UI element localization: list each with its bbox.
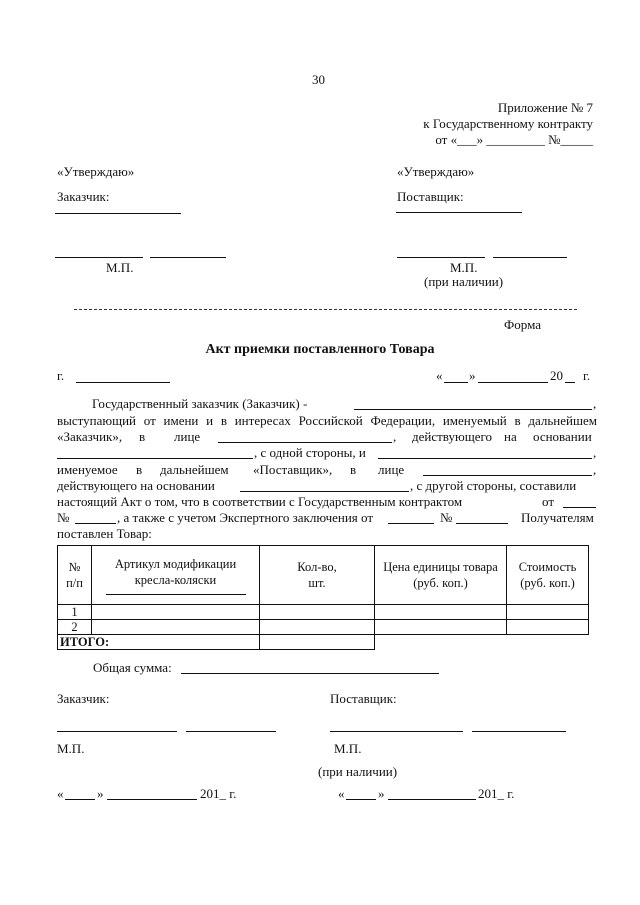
appendix-number: Приложение № 7 xyxy=(497,100,593,115)
header-number-text: № п/п xyxy=(66,560,83,590)
date-close-quote: » xyxy=(469,368,476,383)
document-title: Акт приемки поставленного Товара xyxy=(205,342,435,357)
row-price-cell xyxy=(375,620,507,635)
header-article xyxy=(92,546,260,605)
body-line3-d: , xyxy=(393,429,397,444)
customer-representative-line xyxy=(218,442,392,443)
sign-left-month-line xyxy=(107,799,197,800)
cut-line xyxy=(74,309,577,310)
body-line3-a: «Заказчик», xyxy=(57,429,123,444)
sign-left-date-open: « xyxy=(57,786,64,801)
sign-left-signature-line xyxy=(57,731,177,732)
sign-right-year: 201_ г. xyxy=(478,786,515,801)
sign-left-seal: М.П. xyxy=(57,741,85,756)
date-day-line xyxy=(444,382,468,383)
sign-left-year: 201_ г. xyxy=(200,786,237,801)
city-line xyxy=(76,382,170,383)
row-cost-cell xyxy=(507,620,589,635)
row-cost-cell xyxy=(507,605,589,620)
approve-right-seal-note: (при наличии) xyxy=(424,274,504,289)
approve-right-name-line xyxy=(493,257,567,258)
sign-left-day-line xyxy=(65,799,95,800)
supplier-name-line xyxy=(378,458,592,459)
header-article-text: Артикул модификации кресла-коляски xyxy=(114,556,237,587)
total-sum-label: Общая сумма: xyxy=(93,660,172,675)
row-quantity-cell xyxy=(260,605,375,620)
row-number: 2 xyxy=(58,620,92,635)
header-unit-price xyxy=(375,546,507,605)
body-line3-f: на xyxy=(504,429,517,444)
sign-right-seal-note: (при наличии) xyxy=(318,764,398,779)
body-line5-c: дальнейшем xyxy=(160,462,229,477)
table-row xyxy=(58,620,589,635)
body-line8-c: № xyxy=(440,510,453,525)
row-price-cell xyxy=(375,605,507,620)
expert-number-line xyxy=(456,523,508,524)
header-number xyxy=(58,546,92,605)
body-line5-g: , xyxy=(593,462,597,477)
body-line5-a: именуемое xyxy=(57,462,118,477)
page-number: 30 xyxy=(312,72,325,87)
approve-right-label: «Утверждаю» xyxy=(397,164,475,179)
supplier-representative-line xyxy=(423,475,592,476)
body-line5-e: в xyxy=(350,462,357,477)
body-line6-b: , с другой стороны, составили xyxy=(410,478,577,493)
total-empty-cell xyxy=(507,635,589,650)
approve-right-org-line xyxy=(396,212,522,213)
body-line3-e: действующего xyxy=(412,429,492,444)
header-cost-text: Стоимость (руб. коп.) xyxy=(518,560,577,590)
approve-left-org-line xyxy=(55,213,181,214)
table-row xyxy=(58,605,589,620)
total-empty-cell xyxy=(375,635,507,650)
sign-right-name-line xyxy=(472,731,566,732)
table-header-row xyxy=(58,546,589,605)
body-line1-start: Государственный заказчик (Заказчик) - xyxy=(92,396,308,411)
date-open-quote: « xyxy=(436,368,443,383)
body-line2: выступающий от имени и в интересах Российской Федерации, именуемый в дальнейшем xyxy=(57,413,597,428)
approve-right-role: Поставщик: xyxy=(397,189,464,204)
sign-left-date-close: » xyxy=(97,786,104,801)
header-article-underline xyxy=(106,594,246,595)
sign-right-date-close: » xyxy=(378,786,385,801)
body-line9: поставлен Товар: xyxy=(57,526,152,541)
city-prefix: г. xyxy=(57,368,65,383)
appendix-contract-date: от «___» _________ №_____ xyxy=(435,132,593,147)
sign-right-seal: М.П. xyxy=(334,741,362,756)
sign-right-role: Поставщик: xyxy=(330,691,397,706)
sign-left-name-line xyxy=(186,731,276,732)
body-line3-b: в xyxy=(139,429,146,444)
header-quantity-text: Кол-во, шт. xyxy=(297,560,337,590)
total-label: ИТОГО: xyxy=(58,635,260,650)
approve-left-role: Заказчик: xyxy=(57,189,110,204)
body-line8-a: № xyxy=(57,510,70,525)
total-quantity-cell xyxy=(260,635,375,650)
date-year-prefix: 20 xyxy=(550,368,563,383)
approve-left-name-line xyxy=(150,257,226,258)
supplier-basis-line xyxy=(240,491,409,492)
form-label: Форма xyxy=(504,317,541,332)
date-month-line xyxy=(478,382,548,383)
row-article-cell xyxy=(92,620,260,635)
approve-left-label: «Утверждаю» xyxy=(57,164,135,179)
sign-right-month-line xyxy=(388,799,476,800)
header-quantity xyxy=(260,546,375,605)
sign-right-day-line xyxy=(346,799,376,800)
body-line8-d: Получателям xyxy=(521,510,594,525)
customer-basis-line xyxy=(57,458,253,459)
row-article-cell xyxy=(92,605,260,620)
sign-left-role: Заказчик: xyxy=(57,691,110,706)
contract-date-line xyxy=(563,507,596,508)
header-unit-price-text: Цена единицы товара (руб. коп.) xyxy=(383,560,498,590)
sign-right-date-open: « xyxy=(338,786,345,801)
body-line5-b: в xyxy=(136,462,143,477)
date-year-line xyxy=(565,382,575,383)
body-line8-b: , а также с учетом Экспертного заключения от xyxy=(117,510,374,525)
body-line4-a: , с одной стороны, и xyxy=(254,445,366,460)
header-cost xyxy=(507,546,589,605)
goods-table xyxy=(57,545,589,650)
table-total-row xyxy=(58,635,589,650)
body-line3-g: основании xyxy=(533,429,592,444)
contract-number-line xyxy=(75,523,116,524)
date-year-suffix: г. xyxy=(583,368,591,383)
body-line5-d: «Поставщик», xyxy=(253,462,333,477)
row-number: 1 xyxy=(58,605,92,620)
total-sum-line xyxy=(181,673,439,674)
sign-right-signature-line xyxy=(330,731,463,732)
body-line7-b: от xyxy=(542,494,555,509)
body-line1-end: , xyxy=(593,396,597,411)
approve-left-sign-line xyxy=(55,257,143,258)
expert-date-line xyxy=(388,523,434,524)
approve-right-sign-line xyxy=(397,257,485,258)
approve-right-seal: М.П. xyxy=(450,260,478,275)
body-line6-a: действующего на основании xyxy=(57,478,215,493)
customer-name-line xyxy=(354,409,592,410)
appendix-contract-ref: к Государственному контракту xyxy=(423,116,593,131)
body-line4-b: , xyxy=(593,445,597,460)
row-quantity-cell xyxy=(260,620,375,635)
body-line5-f: лице xyxy=(378,462,405,477)
body-line3-c: лице xyxy=(174,429,201,444)
body-line7-a: настоящий Акт о том, что в соответствии с Государственным контрактом xyxy=(57,494,463,509)
approve-left-seal: М.П. xyxy=(106,260,134,275)
